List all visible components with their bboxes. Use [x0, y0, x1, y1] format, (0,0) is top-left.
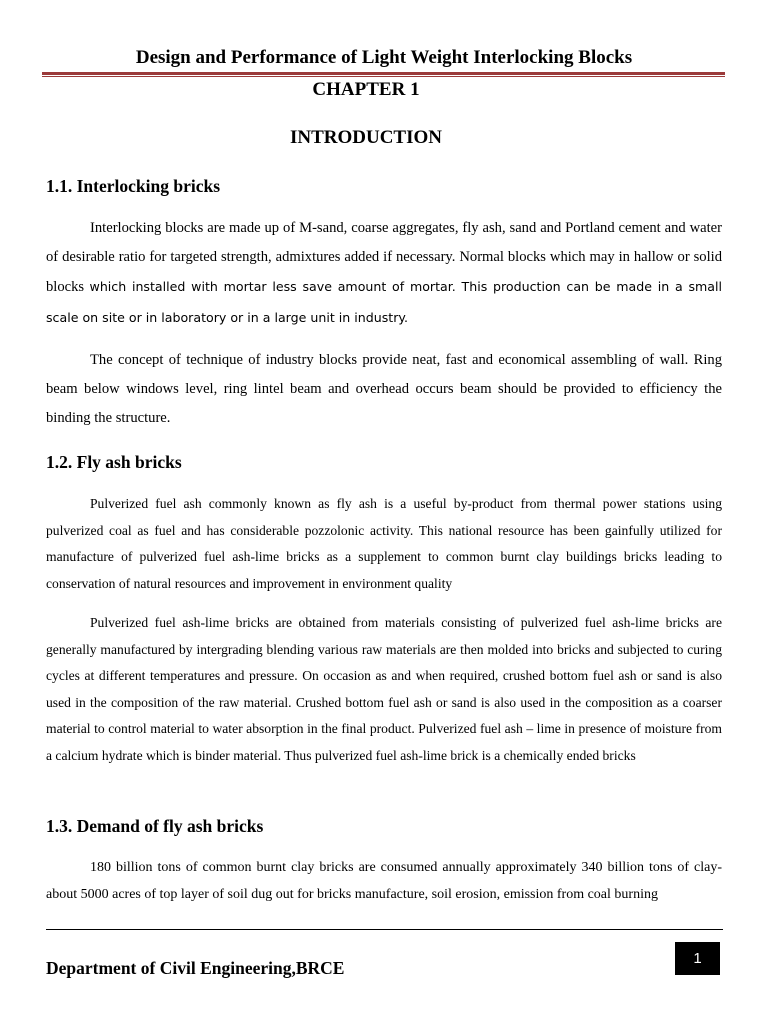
paragraph-1-1-a — [46, 214, 722, 333]
header-rule-thick — [42, 72, 725, 75]
section-heading-1-3: 1.3. Demand of fly ash bricks — [46, 816, 264, 836]
paragraph-1-2-a: Pulverized fuel ash commonly known as fly ash is a useful by-product from thermal power stations using pulverized coal as fuel and has considerable pozzolonic activity. This national resource has been gainfully utilized for manufacture of pulverized fuel ash-lime bricks as a supplement to common burnt clay buildings bricks leading to conservation of natural resources and improvement in environment quality — [46, 496, 722, 591]
footer-department: Department of Civil Engineering,BRCE — [46, 958, 345, 978]
header-rule-thin — [42, 76, 725, 77]
page-number-badge: 1 — [675, 942, 720, 975]
chapter-title: INTRODUCTION — [289, 127, 443, 148]
footer-rule — [46, 929, 723, 930]
chapter-label: CHAPTER 1 — [312, 79, 420, 100]
paragraph-1-3-a: 180 billion tons of common burnt clay bricks are consumed annually approximately 340 billion tons of clay-about 5000 acres of top layer of soil dug out for bricks manufacture, soil erosion, emission from coal burning — [46, 860, 722, 902]
paragraph-1-1-b: The concept of technique of industry blocks provide neat, fast and economical assembling of wall. Ring beam below windows level, ring lintel beam and overhead occurs beam should be provided to efficiency the binding the structure. — [46, 352, 722, 427]
paragraph-1-1-a-sans: which installed with mortar less save amount of mortar. This production can be made in a small scale on site or in laboratory or in a large unit in industry. — [46, 279, 722, 325]
section-heading-1-1: 1.1. Interlocking bricks — [46, 176, 221, 196]
running-header-title: Design and Performance of Light Weight Interlocking Blocks — [135, 47, 633, 68]
paragraph-1-1-a-serif: Interlocking blocks are made up of M-sand, coarse aggregates, fly ash, sand and Portland cement and water of desirable ratio for targeted strength, admixtures added if necessary. Normal blocks which may in hallow or solid blocks — [46, 220, 722, 296]
paragraph-1-2-b: Pulverized fuel ash-lime bricks are obtained from materials consisting of pulverized fuel ash-lime bricks are generally manufactured by intergrading blending various raw materials are then molded into bricks and subjected to curing cycles at different temperatures and pressure. On occasion as and when required, crushed bottom fuel ash or sand is also used in the composition of the raw material. Crushed bottom fuel ash or sand is also used in the composition as a coarser material to control material to water absorption in the final product. Pulverized fuel ash – lime in presence of moisture from a calcium hydrate which is binder material. Thus pulverized fuel ash-lime brick is a chemically ended bricks — [46, 615, 722, 763]
section-heading-1-2: 1.2. Fly ash bricks — [46, 452, 182, 472]
